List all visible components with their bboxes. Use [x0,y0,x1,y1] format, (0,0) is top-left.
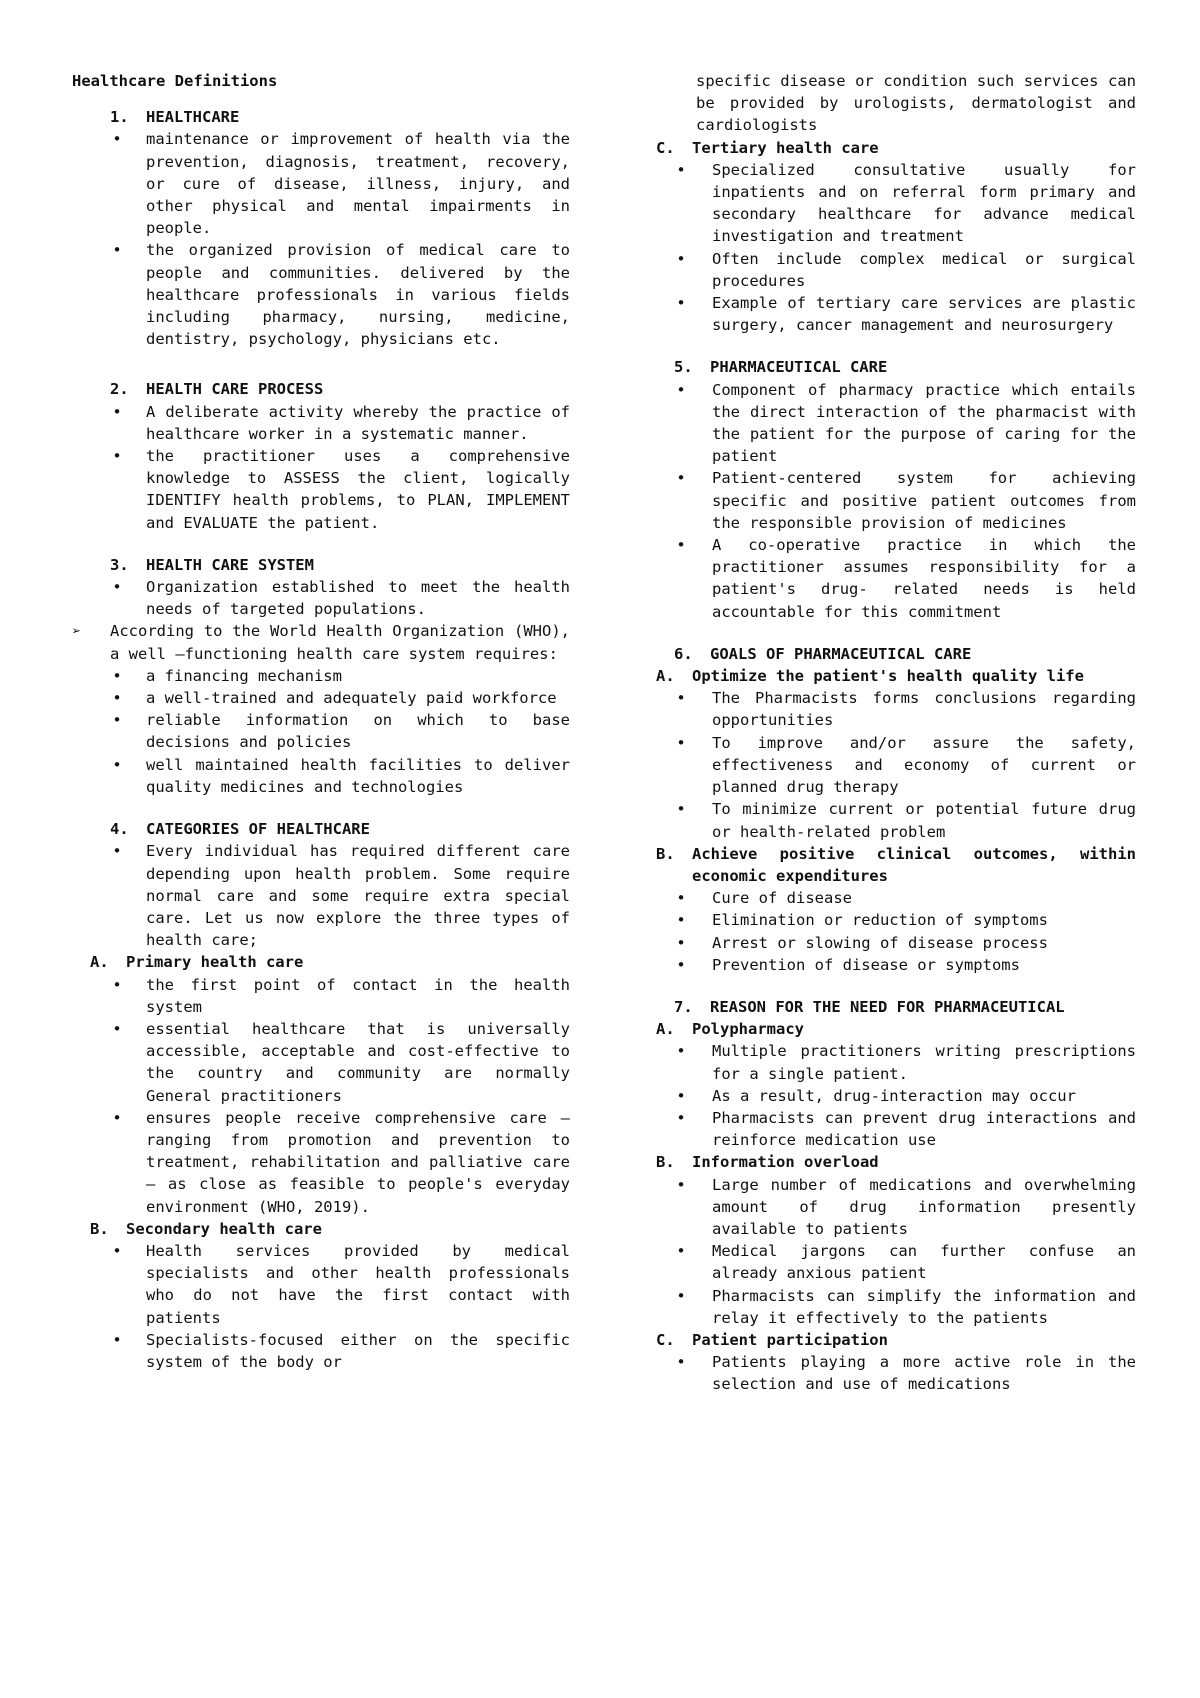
subheading-achieve: B. Achieve positive clinical outcomes, within economic expenditures [656,844,1136,885]
subheading-information-overload: B. Information overload [656,1153,879,1172]
list-item: • Arrest or slowing of disease process [676,933,1048,952]
section-heading-reason: 7. REASON FOR THE NEED FOR PHARMACEUTICAL [674,997,1065,1016]
bullet-list [72,840,570,951]
list-item: • the first point of contact in the health system [112,975,570,1016]
bullet-list [72,974,570,1218]
list-item: • Component of pharmacy practice which entails the direct interaction of the pharmacist with the patient for the purpose of caring for the patient [676,380,1136,466]
list-item: • Multiple practitioners writing prescriptions for a single patient. [676,1042,1136,1083]
list-item: • maintenance or improvement of health via the prevention, diagnosis, treatment, recovery, or cure of disease, illness, injury, and other physical and mental impairments in people. [112,130,570,238]
list-item: • a financing mechanism [112,666,342,685]
list-item: • Example of tertiary care services are plastic surgery, cancer management and neurosurgery [676,294,1136,335]
list-item: • To improve and/or assure the safety, effectiveness and economy of current or planned drug therapy [676,733,1136,797]
bullet-list [656,1174,1136,1329]
arrow-bullet-icon: ➢ [72,622,82,641]
section-heading-health-care-system: 3. HEALTH CARE SYSTEM [110,555,314,574]
list-item: • Pharmacists can simplify the information and relay it effectively to the patients [676,1286,1136,1327]
left-column [72,70,570,1373]
bullet-list [72,665,570,798]
bullet-list [72,576,570,620]
subheading-tertiary-health-care: C. Tertiary health care [656,138,879,157]
list-item: • Pharmacists can prevent drug interactions and reinforce medication use [676,1108,1136,1150]
bullet-list [656,687,1136,842]
arrow-paragraph: ➢ According to the World Health Organization (WHO), a well –functioning health care system requires: [72,622,570,663]
list-item: • essential healthcare that is universally accessible, acceptable and cost-effective to the country and community are normally General practitioners [112,1019,570,1105]
list-item: • Cure of disease [676,889,852,908]
bullet-list [72,401,570,534]
bullet-list [656,1040,1136,1151]
bullet-list [656,1351,1136,1395]
list-item: • Patient-centered system for achieving specific and positive patient outcomes from the responsible provision of medicines [676,469,1136,532]
bullet-list [656,159,1136,337]
bullet-list [72,128,570,350]
subheading-polypharmacy: A. Polypharmacy [656,1020,804,1039]
list-item: • ensures people receive comprehensive care – ranging from promotion and prevention to treatment, rehabilitation and palliative care – as close as feasible to people's everyday environment (WHO, 2019). [112,1108,570,1216]
list-item: • Organization established to meet the health needs of targeted populations. [112,578,570,619]
list-item: • Patients playing a more active role in the selection and use of medications [676,1353,1136,1394]
list-item: • A co-operative practice in which the practitioner assumes responsibility for a patient's drug- related needs is held accountable for this commitment [676,536,1136,621]
list-item: • Prevention of disease or symptoms [676,955,1020,974]
section-heading-pharmaceutical-care: 5. PHARMACEUTICAL CARE [674,358,888,377]
list-item: • reliable information on which to base decisions and policies [112,711,570,752]
list-item: • Medical jargons can further confuse an already anxious patient [676,1242,1136,1283]
list-item: • A deliberate activity whereby the practice of healthcare worker in a systematic manner. [112,402,570,443]
section-heading-goals: 6. GOALS OF PHARMACEUTICAL CARE [674,644,972,663]
list-item: • Elimination or reduction of symptoms [676,911,1048,930]
list-item: • a well-trained and adequately paid workforce [112,689,557,708]
list-item: • well maintained health facilities to deliver quality medicines and technologies [112,755,570,796]
list-item: • Specialized consultative usually for inpatients and on referral form primary and secondary healthcare for advance medical investigation and treatment [676,160,1136,246]
subheading-primary-health-care: A. Primary health care [90,953,304,972]
section-heading-health-care-process: 2. HEALTH CARE PROCESS [110,380,324,399]
bullet-list [72,1240,570,1373]
section-heading-healthcare: 1. HEALTHCARE [110,108,240,127]
list-item: • Health services provided by medical specialists and other health professionals who do not have the first contact with patients [112,1241,570,1327]
list-item: • As a result, drug-interaction may occur [676,1086,1076,1105]
bullet-list [656,887,1136,976]
list-item: • To minimize current or potential future drug or health-related problem [676,800,1136,841]
continued-paragraph: specific disease or condition such services can be provided by urologists, dermatologist and cardiologists [696,72,1136,135]
right-column [656,70,1136,1396]
subheading-optimize: A. Optimize the patient's health quality life [656,667,1084,686]
subheading-patient-participation: C. Patient participation [656,1330,888,1349]
list-item: • the practitioner uses a comprehensive knowledge to ASSESS the client, logically IDENTIFY health problems, to PLAN, IMPLEMENT and EVALUATE the patient. [112,447,570,532]
list-item: • the organized provision of medical care to people and communities. delivered by the healthcare professionals in various fields including pharmacy, nursing, medicine, dentistry, psychology, physicians etc. [112,241,570,349]
bullet-list [656,379,1136,623]
list-item: • Every individual has required different care depending upon health problem. Some require normal care and some require extra special care. Let us now explore the three types of health care; [112,842,570,950]
list-item: • Often include complex medical or surgical procedures [676,249,1136,290]
list-item: • Specialists-focused either on the specific system of the body or [112,1330,570,1371]
list-item: • The Pharmacists forms conclusions regarding opportunities [676,689,1136,730]
section-heading-categories: 4. CATEGORIES OF HEALTHCARE [110,820,370,839]
document-title: Healthcare Definitions [72,72,278,90]
subheading-secondary-health-care: B. Secondary health care [90,1219,322,1238]
list-item: • Large number of medications and overwhelming amount of drug information presently available to patients [676,1175,1136,1238]
